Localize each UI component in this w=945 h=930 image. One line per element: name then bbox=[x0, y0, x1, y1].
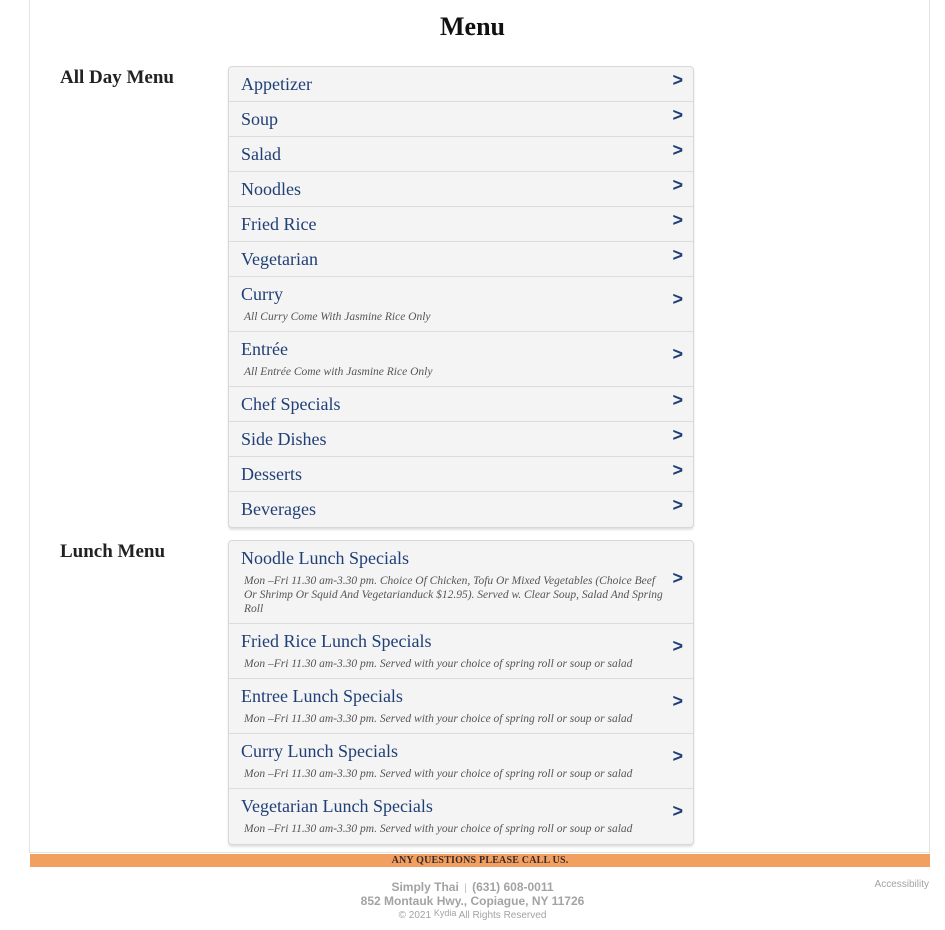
menu-item-desserts[interactable] bbox=[229, 457, 693, 492]
menu-item-name: Curry Lunch Specials bbox=[241, 741, 398, 761]
chevron-right-icon: > bbox=[672, 210, 683, 230]
chevron-right-icon: > bbox=[672, 460, 683, 480]
page-title: Menu bbox=[440, 12, 505, 41]
chevron-right-icon: > bbox=[672, 245, 683, 265]
menu-item-name: Entree Lunch Specials bbox=[241, 686, 403, 706]
menu-item-name: Entrée bbox=[241, 339, 288, 359]
menu-item-noodle-lunch-specials[interactable] bbox=[229, 541, 693, 624]
menu-item-name: Fried Rice bbox=[241, 214, 317, 234]
chevron-right-icon: > bbox=[672, 691, 683, 711]
copyright-year: © 2021 bbox=[398, 910, 432, 921]
chevron-right-icon: > bbox=[672, 140, 683, 160]
menu-item-salad[interactable] bbox=[229, 137, 693, 172]
chevron-right-icon: > bbox=[672, 746, 683, 766]
menu-item-entree-lunch-specials[interactable] bbox=[229, 679, 693, 734]
menu-item-description: All Entrée Come with Jasmine Rice Only bbox=[244, 366, 433, 378]
chevron-right-icon: > bbox=[672, 801, 683, 821]
menu-item-name: Curry bbox=[241, 284, 283, 304]
menu-item-name: Fried Rice Lunch Specials bbox=[241, 631, 432, 651]
menu-item-entree[interactable] bbox=[229, 332, 693, 387]
all-day-menu-heading: All Day Menu bbox=[60, 67, 174, 88]
menu-item-name: Beverages bbox=[241, 499, 316, 519]
chevron-right-icon: > bbox=[672, 289, 683, 309]
menu-item-name: Noodles bbox=[241, 179, 301, 199]
chevron-right-icon: > bbox=[672, 70, 683, 90]
chevron-right-icon: > bbox=[672, 175, 683, 195]
menu-item-vegetarian[interactable] bbox=[229, 242, 693, 277]
menu-item-fried-rice[interactable] bbox=[229, 207, 693, 242]
footer-address: 852 Montauk Hwy., Copiague, NY 11726 bbox=[360, 894, 585, 908]
menu-item-vegetarian-lunch-specials[interactable] bbox=[229, 789, 693, 844]
chevron-right-icon: > bbox=[672, 568, 683, 588]
menu-item-name: Soup bbox=[241, 109, 279, 129]
all-day-menu-list bbox=[228, 66, 694, 528]
menu-item-name: Chef Specials bbox=[241, 394, 341, 414]
menu-item-fried-rice-lunch-specials[interactable] bbox=[229, 624, 693, 679]
menu-item-soup[interactable] bbox=[229, 102, 693, 137]
menu-item-description: Mon –Fri 11.30 am-3.30 pm. Served with your choice of spring roll or soup or salad bbox=[244, 768, 633, 780]
footer-contact bbox=[0, 880, 945, 894]
menu-item-chef-specials[interactable] bbox=[229, 387, 693, 422]
chevron-right-icon: > bbox=[672, 390, 683, 410]
menu-item-appetizer[interactable] bbox=[229, 67, 693, 102]
menu-item-description: Mon –Fri 11.30 am-3.30 pm. Choice Of Chicken, Tofu Or Mixed Vegetables (Choice Beef Or Shrimp Or Squid And Vegetarianduck $12.95). Served w. Clear Soup, Salad And Spring Roll bbox=[244, 575, 663, 615]
footer-separator: | bbox=[464, 883, 467, 894]
menu-item-description: Mon –Fri 11.30 am-3.30 pm. Served with your choice of spring roll or soup or salad bbox=[244, 713, 633, 725]
menu-item-name: Desserts bbox=[241, 464, 302, 484]
kydia-link[interactable]: Kydia bbox=[433, 908, 457, 918]
menu-item-name: Salad bbox=[241, 144, 281, 164]
menu-item-name: Side Dishes bbox=[241, 429, 327, 449]
menu-item-curry[interactable] bbox=[229, 277, 693, 332]
phone-link[interactable]: (631) 608-0011 bbox=[472, 880, 554, 894]
menu-item-beverages[interactable] bbox=[229, 492, 693, 527]
menu-item-side-dishes[interactable] bbox=[229, 422, 693, 457]
menu-item-curry-lunch-specials[interactable] bbox=[229, 734, 693, 789]
rights-text: All Rights Reserved bbox=[458, 910, 547, 921]
menu-item-name: Noodle Lunch Specials bbox=[241, 548, 409, 568]
chevron-right-icon: > bbox=[672, 636, 683, 656]
call-us-banner: ANY QUESTIONS PLEASE CALL US. bbox=[30, 854, 930, 867]
chevron-right-icon: > bbox=[672, 344, 683, 364]
menu-item-description: Mon –Fri 11.30 am-3.30 pm. Served with your choice of spring roll or soup or salad bbox=[244, 658, 633, 670]
menu-item-noodles[interactable] bbox=[229, 172, 693, 207]
restaurant-name: Simply Thai bbox=[391, 880, 459, 894]
lunch-menu-list bbox=[228, 540, 694, 845]
chevron-right-icon: > bbox=[672, 495, 683, 515]
menu-item-name: Vegetarian bbox=[241, 249, 318, 269]
lunch-menu-heading: Lunch Menu bbox=[60, 541, 166, 562]
menu-item-description: Mon –Fri 11.30 am-3.30 pm. Served with your choice of spring roll or soup or salad bbox=[244, 823, 633, 835]
accessibility-link[interactable]: Accessibility bbox=[874, 879, 929, 890]
chevron-right-icon: > bbox=[672, 425, 683, 445]
menu-item-name: Vegetarian Lunch Specials bbox=[241, 796, 433, 816]
footer-copyright bbox=[0, 910, 945, 921]
menu-item-name: Appetizer bbox=[241, 74, 312, 94]
menu-item-description: All Curry Come With Jasmine Rice Only bbox=[244, 311, 431, 323]
chevron-right-icon: > bbox=[672, 105, 683, 125]
